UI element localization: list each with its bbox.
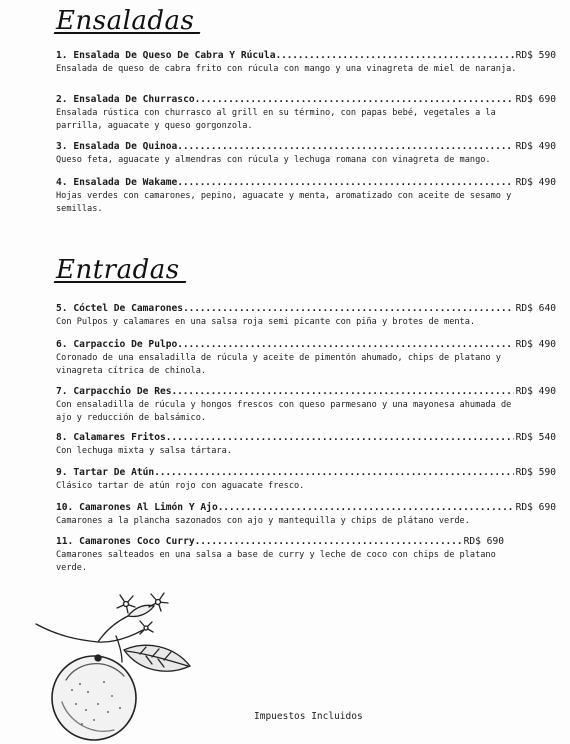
item-name: 10. Camarones Al Limón Y Ajo	[56, 502, 218, 513]
menu-item	[56, 94, 556, 133]
item-price: RD$ 640	[515, 303, 556, 314]
menu-item	[56, 141, 556, 167]
item-name: 7. Carpacchio De Res	[56, 386, 172, 397]
item-price: RD$ 540	[515, 432, 556, 443]
menu-item	[56, 536, 556, 575]
item-description: Ensalada de queso de cabra frito con rúcula con mango y una vinagreta de miel de naranja.	[56, 64, 517, 74]
menu-item	[56, 303, 556, 329]
item-description: Queso feta, aguacate y almendras con rúcula y lechuga romana con vinagreta de mango.	[56, 155, 491, 165]
menu-item	[56, 502, 556, 528]
item-name: 1. Ensalada De Queso De Cabra Y Rúcula	[56, 50, 276, 61]
footer-note: Impuestos Incluidos	[254, 711, 363, 722]
item-name: 5. Cóctel De Camarones	[56, 303, 184, 314]
section-title-entradas: Entradas	[56, 255, 180, 285]
item-description: Con lechuga mixta y salsa tártara.	[56, 446, 232, 456]
item-description: Coronado de una ensaladilla de rúcula y aceite de pimentón ahumado, chips de platano y vinagreta cítrica de chinola.	[56, 353, 501, 376]
item-price: RD$ 690	[463, 536, 504, 547]
item-price: RD$ 690	[515, 94, 556, 105]
item-description: Con ensaladilla de rúcula y hongos frescos con queso parmesano y una mayonesa ahumada de ajo y reducción de balsámico.	[56, 400, 512, 423]
menu-item	[56, 432, 556, 458]
item-name: 2. Ensalada De Churrasco	[56, 94, 195, 105]
section-title-ensaladas: Ensaladas	[56, 6, 195, 36]
item-name: 11. Camarones Coco Curry	[56, 536, 195, 547]
menu-item	[56, 50, 556, 76]
item-name: 4. Ensalada De Wakame	[56, 177, 178, 188]
item-price: RD$ 490	[515, 339, 556, 350]
item-price: RD$ 490	[515, 141, 556, 152]
item-description: Camarones salteados en una salsa a base de curry y leche de coco con chips de platano verde.	[56, 550, 496, 573]
item-price: RD$ 490	[515, 386, 556, 397]
item-name: 3. Ensalada De Quinoa	[56, 141, 178, 152]
item-name: 6. Carpaccio De Pulpo	[56, 339, 178, 350]
item-price: RD$ 590	[515, 467, 556, 478]
item-name: 9. Tartar De Atún	[56, 467, 155, 478]
item-description: Hojas verdes con camarones, pepino, aguacate y menta, aromatizado con aceite de sesamo y semillas.	[56, 191, 512, 214]
item-description: Clásico tartar de atún rojo con aguacate fresco.	[56, 481, 305, 491]
item-price: RD$ 490	[515, 177, 556, 188]
item-price: RD$ 690	[515, 502, 556, 513]
item-description: Ensalada rústica con churrasco al grill en su término, con papas bebé, vegetales a la parrilla, aguacate y queso gorgonzola.	[56, 108, 496, 131]
orange-branch-illustration	[28, 580, 198, 744]
item-price: RD$ 590	[515, 50, 556, 61]
item-name: 8. Calamares Fritos	[56, 432, 166, 443]
menu-item	[56, 177, 556, 216]
menu-item	[56, 467, 556, 493]
item-description: Camarones a la plancha sazonados con ajo y mantequilla y chips de plátano verde.	[56, 516, 470, 526]
item-description: Con Pulpos y calamares en una salsa roja semi picante con piña y brotes de menta.	[56, 317, 476, 327]
menu-item	[56, 339, 556, 378]
menu-item	[56, 386, 556, 425]
